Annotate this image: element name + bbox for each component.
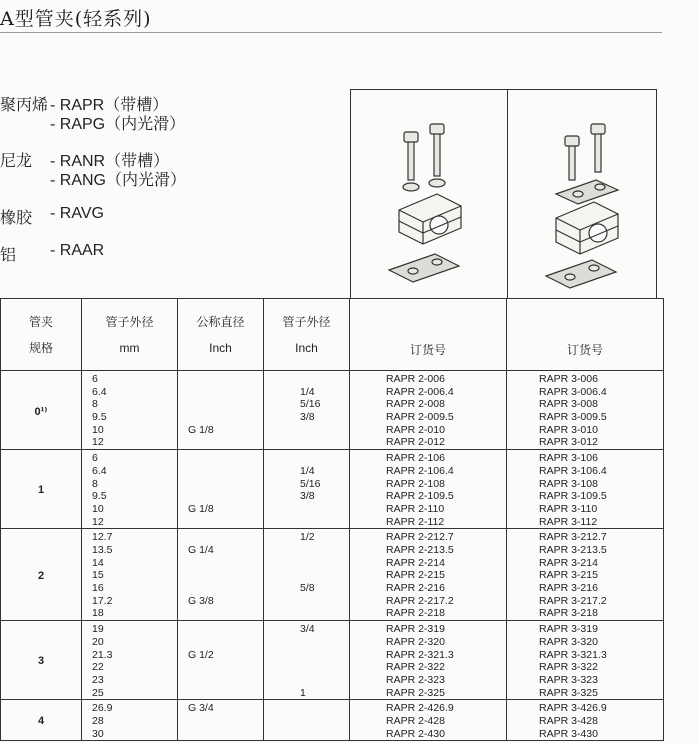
order-1-cell — [350, 621, 507, 700]
material-name: 尼龙 — [0, 153, 33, 170]
cell-value — [300, 595, 349, 608]
cell-value: G 1/2 — [188, 648, 214, 661]
cell-value: 18 — [92, 607, 104, 620]
cell-value — [300, 424, 349, 437]
cell-value — [300, 557, 349, 570]
cell-value: RAPR 3-106.4 — [539, 464, 607, 477]
header-text: 管子外径 — [105, 314, 154, 329]
cell-value: 6.4 — [92, 385, 107, 398]
order-1-cell — [350, 371, 507, 450]
header-text: 管子外径 — [282, 314, 331, 329]
cover-plate — [556, 180, 618, 204]
cell-value: RAPR 2-213.5 — [386, 543, 454, 556]
cell-value: RAPR 3-009.5 — [539, 411, 607, 424]
material-code: - RAPR（带槽） — [50, 97, 169, 114]
cell-value: RAPR 2-426.9 — [386, 702, 454, 715]
bolt-head — [591, 124, 605, 134]
cell-value — [188, 411, 263, 424]
order-1-cell — [350, 529, 507, 621]
order-2-cell — [507, 621, 664, 700]
cell-value: RAPR 2-106 — [386, 452, 445, 465]
od-mm-cell — [82, 371, 178, 450]
cell-value: 1 — [300, 686, 306, 699]
od-inch-cell — [264, 700, 350, 741]
header-text: Inch — [295, 340, 318, 355]
cell-value — [188, 516, 263, 529]
header-text: Inch — [209, 340, 232, 355]
cell-value: G 1/8 — [188, 502, 214, 515]
od-mm-cell — [82, 529, 178, 621]
cell-value: 5/16 — [300, 477, 321, 490]
cell-value: 1/4 — [300, 385, 315, 398]
cell-value: RAPR 3-218 — [539, 607, 598, 620]
cell-value: 30 — [92, 727, 104, 740]
header-text: 公称直径 — [196, 314, 245, 329]
cell-value — [188, 478, 263, 491]
cell-value — [188, 636, 263, 649]
cell-value: G 1/4 — [188, 543, 214, 556]
cell-value — [188, 728, 263, 741]
cell-value: RAPR 2-010 — [386, 423, 445, 436]
cell-value: RAPR 2-110 — [386, 502, 445, 515]
cell-value: RAPR 3-109.5 — [539, 490, 607, 503]
cell-value: 16 — [92, 582, 104, 594]
cell-value: RAPR 2-216 — [386, 582, 445, 594]
cell-value: RAPR 3-214 — [539, 556, 598, 569]
od-inch-cell — [264, 621, 350, 700]
cell-value: 3/8 — [300, 411, 315, 424]
material-name: 聚丙烯 — [0, 97, 49, 114]
cell-value: RAPR 2-218 — [386, 607, 445, 620]
cell-value — [188, 661, 263, 674]
clamp-bore — [430, 216, 448, 234]
header-od-inch — [264, 299, 350, 371]
order-2-cell — [507, 700, 664, 741]
cell-value: RAPR 2-212.7 — [386, 531, 454, 544]
order-1-cell — [350, 450, 507, 529]
cell-value — [300, 503, 349, 516]
cell-value: 1/2 — [300, 531, 315, 544]
cell-value — [188, 452, 263, 465]
table-row — [1, 450, 664, 529]
size-cell: 4 — [1, 700, 82, 741]
cell-value: G 3/4 — [188, 702, 214, 715]
cell-value: 3/8 — [300, 490, 315, 503]
cell-value: 12.7 — [92, 531, 113, 544]
bolt-shank — [595, 132, 601, 172]
cell-value: 10 — [92, 423, 104, 436]
cell-value: 13.5 — [92, 543, 113, 556]
cell-value: RAPR 3-112 — [539, 515, 598, 528]
cell-value: RAPR 2-112 — [386, 515, 445, 528]
cell-value: RAPR 3-319 — [539, 623, 598, 636]
bolt-head — [430, 124, 444, 134]
cell-value — [188, 557, 263, 570]
cell-value — [188, 436, 263, 449]
cell-value: 1/4 — [300, 464, 315, 477]
weld-plate — [546, 260, 616, 288]
bolt-shank — [569, 144, 575, 180]
size-cell: 0¹⁾ — [1, 371, 82, 450]
cell-value: RAPR 3-216 — [539, 582, 598, 594]
cell-value — [300, 373, 349, 386]
header-nominal — [178, 299, 264, 371]
nominal-cell — [178, 371, 264, 450]
weld-plate — [389, 254, 459, 282]
cell-value: 5/16 — [300, 398, 321, 411]
bolt-shank — [434, 132, 440, 176]
cell-value: RAPR 2-322 — [386, 661, 445, 674]
bolt-head — [565, 136, 579, 146]
cell-value — [188, 569, 263, 582]
clamp-bore — [589, 224, 607, 242]
cell-value — [188, 398, 263, 411]
header-text: 管夹 — [28, 314, 53, 329]
od-inch-cell — [264, 450, 350, 529]
cell-value: RAPR 3-108 — [539, 477, 598, 490]
cell-value: RAPR 3-325 — [539, 686, 598, 699]
cell-value: 15 — [92, 569, 104, 582]
cell-value: RAPR 2-215 — [386, 569, 445, 582]
cell-value — [300, 702, 349, 715]
cell-value — [188, 386, 263, 399]
cell-value — [188, 582, 263, 595]
cell-value: 3/4 — [300, 623, 315, 636]
cell-value: 9.5 — [92, 411, 107, 424]
cell-value: RAPR 3-322 — [539, 661, 598, 674]
cell-value — [300, 636, 349, 649]
table-row — [1, 621, 664, 700]
cell-value: 9.5 — [92, 490, 107, 503]
cell-value: RAPR 3-215 — [539, 569, 598, 582]
material-code: - RANR（带槽） — [50, 153, 170, 170]
page-title: A型管夹(轻系列) — [0, 8, 152, 30]
table-header-row — [1, 299, 664, 371]
cell-value: 26.9 — [92, 702, 113, 715]
cell-value: 23 — [92, 674, 104, 686]
header-text: mm — [119, 340, 140, 355]
cell-value — [188, 531, 263, 544]
cell-value: RAPR 2-006.4 — [386, 385, 454, 398]
od-mm-cell — [82, 450, 178, 529]
od-inch-cell — [264, 529, 350, 621]
cell-value: 12 — [92, 515, 104, 528]
cell-value: RAPR 2-009.5 — [386, 411, 454, 424]
cell-value — [188, 373, 263, 386]
cell-value: RAPR 2-323 — [386, 674, 445, 686]
order-2-cell — [507, 529, 664, 621]
header-order-number-2: 订货号 — [507, 299, 664, 371]
cell-value — [188, 687, 263, 700]
cell-value: RAPR 2-217.2 — [386, 594, 454, 607]
order-1-cell — [350, 700, 507, 741]
cell-value: 8 — [92, 477, 98, 490]
cell-value: RAPR 2-319 — [386, 623, 445, 636]
plate-hole — [408, 268, 418, 274]
cell-value — [300, 544, 349, 557]
order-2-cell — [507, 371, 664, 450]
cell-value: RAPR 3-426.9 — [539, 702, 607, 715]
material-name: 橡胶 — [0, 210, 33, 227]
cell-value: RAPR 2-325 — [386, 686, 445, 699]
plate-hole — [432, 259, 442, 265]
cell-value: RAPR 3-006.4 — [539, 385, 607, 398]
cell-value — [300, 452, 349, 465]
nominal-cell — [178, 529, 264, 621]
cell-value: RAPR 2-214 — [386, 556, 445, 569]
cell-value: RAPR 2-320 — [386, 635, 445, 648]
clamp-illustration-type3 — [508, 90, 656, 298]
cell-value: 25 — [92, 686, 104, 699]
cell-value: RAPR 3-217.2 — [539, 594, 607, 607]
cell-value: 10 — [92, 502, 104, 515]
cell-value — [300, 436, 349, 449]
cell-value: RAPR 2-430 — [386, 727, 445, 740]
cell-value: 6 — [92, 452, 98, 465]
plate-hole — [595, 184, 605, 190]
bolt-head — [404, 132, 418, 142]
washer — [429, 179, 445, 187]
cell-value: 5/8 — [300, 582, 315, 594]
material-name: 铝 — [0, 247, 17, 264]
bolt-shank — [408, 140, 414, 180]
cell-value — [300, 649, 349, 662]
plate-hole — [589, 265, 599, 271]
cell-value — [300, 674, 349, 687]
cell-value: RAPR 2-321.3 — [386, 648, 454, 661]
cell-value — [188, 715, 263, 728]
cell-value: RAPR 2-008 — [386, 398, 445, 411]
cell-value: 6 — [92, 373, 98, 385]
od-inch-cell — [264, 371, 350, 450]
cell-value — [300, 569, 349, 582]
order-2-cell — [507, 450, 664, 529]
header-order-number-1: 订货号 — [350, 299, 507, 371]
header-size — [1, 299, 82, 371]
cell-value: RAPR 3-323 — [539, 674, 598, 686]
cell-value — [188, 607, 263, 620]
cell-value: 21.3 — [92, 648, 113, 661]
cell-value: RAPR 2-109.5 — [386, 490, 454, 503]
cell-value: 12 — [92, 436, 104, 449]
od-mm-cell — [82, 700, 178, 741]
cell-value: G 3/8 — [188, 594, 214, 607]
material-code: - RAAR — [50, 242, 105, 259]
table-row — [1, 529, 664, 621]
cell-value: 8 — [92, 398, 98, 411]
cell-value: RAPR 3-320 — [539, 635, 598, 648]
cell-value: RAPR 2-428 — [386, 715, 445, 728]
cell-value: RAPR 2-108 — [386, 477, 445, 490]
cell-value — [188, 623, 263, 636]
cell-value: RAPR 3-008 — [539, 398, 598, 411]
header-text: 规格 — [28, 340, 53, 355]
cell-value: RAPR 3-012 — [539, 436, 598, 449]
material-code: - RAVG — [50, 205, 104, 222]
size-cell: 1 — [1, 450, 82, 529]
table-row — [1, 700, 664, 741]
cell-value: 17.2 — [92, 594, 113, 607]
cell-value — [300, 715, 349, 728]
size-cell: 3 — [1, 621, 82, 700]
cell-value: RAPR 3-006 — [539, 373, 598, 385]
cell-value — [300, 516, 349, 529]
cell-value: 6.4 — [92, 464, 107, 477]
cell-value: RAPR 3-428 — [539, 715, 598, 728]
table-row — [1, 371, 664, 450]
cell-value — [188, 490, 263, 503]
clamp-illustration-type2 — [351, 90, 507, 298]
cell-value — [188, 465, 263, 478]
plate-hole — [565, 274, 575, 280]
od-mm-cell — [82, 621, 178, 700]
cell-value: 20 — [92, 635, 104, 648]
material-code: - RAPG（内光滑） — [50, 116, 186, 133]
material-code: - RANG（内光滑） — [50, 172, 187, 189]
cell-value: 28 — [92, 715, 104, 728]
nominal-cell — [178, 450, 264, 529]
header-od-mm — [82, 299, 178, 371]
cell-value: RAPR 2-012 — [386, 436, 445, 449]
clamp-body — [556, 202, 618, 254]
cell-value: RAPR 3-010 — [539, 423, 598, 436]
cell-value: 19 — [92, 623, 104, 636]
cell-value: RAPR 3-212.7 — [539, 531, 607, 544]
plate-hole — [573, 191, 583, 197]
cell-value: RAPR 3-430 — [539, 727, 598, 740]
spec-table — [0, 298, 664, 741]
cell-value — [300, 728, 349, 741]
nominal-cell — [178, 621, 264, 700]
cell-value: 14 — [92, 556, 104, 569]
cell-value: RAPR 3-110 — [539, 502, 598, 515]
cell-value: G 1/8 — [188, 423, 214, 436]
cell-value — [300, 661, 349, 674]
cell-value: RAPR 3-213.5 — [539, 543, 607, 556]
washer — [403, 183, 419, 191]
nominal-cell — [178, 700, 264, 741]
cell-value: 22 — [92, 661, 104, 674]
title-rule — [0, 32, 662, 33]
cell-value: RAPR 3-106 — [539, 452, 598, 465]
cell-value: RAPR 2-106.4 — [386, 464, 454, 477]
cell-value: RAPR 2-006 — [386, 373, 445, 385]
cell-value — [188, 674, 263, 687]
size-cell: 2 — [1, 529, 82, 621]
cell-value — [300, 607, 349, 620]
cell-value: RAPR 3-321.3 — [539, 648, 607, 661]
